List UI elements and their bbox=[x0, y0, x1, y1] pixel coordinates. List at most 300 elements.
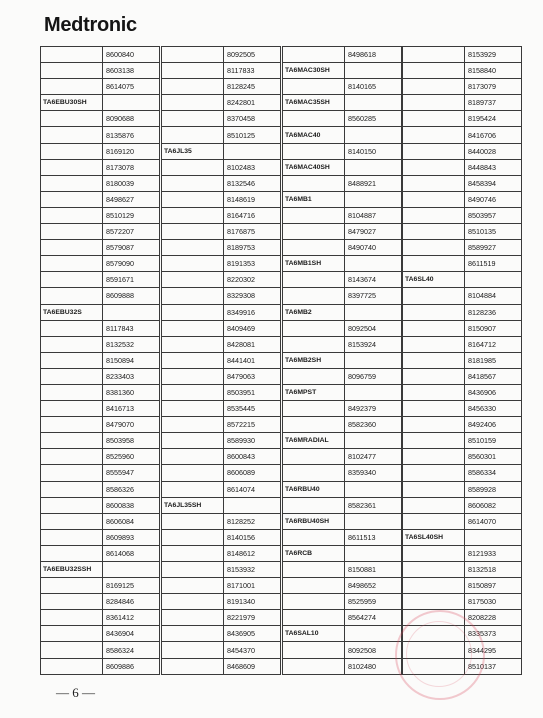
table-row bbox=[162, 594, 281, 610]
table-row bbox=[162, 433, 281, 449]
table-row bbox=[283, 465, 402, 481]
model-cell bbox=[162, 127, 224, 143]
model-cell bbox=[41, 481, 103, 497]
table-row bbox=[283, 336, 402, 352]
code-cell bbox=[345, 481, 402, 497]
table-row bbox=[283, 256, 402, 272]
code-cell: 8128245 bbox=[224, 79, 281, 95]
model-cell bbox=[41, 513, 103, 529]
model-cell bbox=[41, 288, 103, 304]
model-cell: TA6MAC40SH bbox=[283, 159, 345, 175]
table-row bbox=[283, 159, 402, 175]
model-cell bbox=[41, 175, 103, 191]
code-cell: 8344295 bbox=[465, 642, 522, 658]
code-cell: 8611513 bbox=[345, 529, 402, 545]
table-row bbox=[283, 401, 402, 417]
model-cell bbox=[403, 224, 465, 240]
model-cell bbox=[162, 449, 224, 465]
model-cell bbox=[41, 143, 103, 159]
model-cell bbox=[403, 288, 465, 304]
table-row bbox=[41, 95, 160, 111]
model-cell bbox=[162, 562, 224, 578]
code-cell: 8370458 bbox=[224, 111, 281, 127]
code-cell: 8416713 bbox=[103, 401, 160, 417]
code-cell: 8153932 bbox=[224, 562, 281, 578]
code-cell: 8503957 bbox=[465, 207, 522, 223]
code-cell bbox=[224, 497, 281, 513]
model-cell bbox=[283, 111, 345, 127]
table-row bbox=[283, 658, 402, 674]
table-row bbox=[41, 401, 160, 417]
table-row bbox=[403, 352, 522, 368]
table-row bbox=[41, 288, 160, 304]
code-cell: 8600838 bbox=[103, 497, 160, 513]
model-cell bbox=[403, 384, 465, 400]
table-row bbox=[162, 159, 281, 175]
table-row bbox=[162, 191, 281, 207]
code-cell: 8148619 bbox=[224, 191, 281, 207]
table-row bbox=[403, 240, 522, 256]
code-cell: 8284846 bbox=[103, 594, 160, 610]
model-cell bbox=[283, 79, 345, 95]
model-cell: TA6EBU32S bbox=[41, 304, 103, 320]
code-cell: 8582361 bbox=[345, 497, 402, 513]
column-table bbox=[161, 46, 281, 675]
model-cell bbox=[403, 63, 465, 79]
code-cell: 8591671 bbox=[103, 272, 160, 288]
model-cell bbox=[403, 47, 465, 63]
code-cell: 8158840 bbox=[465, 63, 522, 79]
code-cell: 8586326 bbox=[103, 481, 160, 497]
model-cell bbox=[162, 642, 224, 658]
code-cell: 8606082 bbox=[465, 497, 522, 513]
table-row bbox=[41, 529, 160, 545]
model-cell bbox=[403, 175, 465, 191]
code-cell: 8153924 bbox=[345, 336, 402, 352]
model-cell: TA6RCB bbox=[283, 545, 345, 561]
table-row bbox=[283, 384, 402, 400]
code-cell bbox=[103, 304, 160, 320]
seal-inner-ring bbox=[406, 621, 472, 687]
model-cell bbox=[162, 529, 224, 545]
model-cell bbox=[162, 626, 224, 642]
table-row bbox=[283, 497, 402, 513]
table-row bbox=[283, 224, 402, 240]
code-cell: 8090688 bbox=[103, 111, 160, 127]
code-cell bbox=[465, 272, 522, 288]
model-cell bbox=[162, 224, 224, 240]
model-cell bbox=[283, 240, 345, 256]
code-cell: 8490746 bbox=[465, 191, 522, 207]
code-cell: 8589928 bbox=[465, 481, 522, 497]
code-cell: 8600840 bbox=[103, 47, 160, 63]
code-cell: 8510125 bbox=[224, 127, 281, 143]
model-cell bbox=[162, 368, 224, 384]
table-row bbox=[283, 127, 402, 143]
code-cell: 8448843 bbox=[465, 159, 522, 175]
table-row bbox=[283, 111, 402, 127]
table-row bbox=[41, 562, 160, 578]
code-cell bbox=[103, 95, 160, 111]
model-cell bbox=[162, 594, 224, 610]
code-cell: 8428081 bbox=[224, 336, 281, 352]
table-row bbox=[283, 95, 402, 111]
table-row bbox=[403, 384, 522, 400]
table-row bbox=[403, 175, 522, 191]
table-row bbox=[403, 111, 522, 127]
table-row bbox=[403, 336, 522, 352]
model-cell bbox=[41, 272, 103, 288]
code-cell bbox=[345, 304, 402, 320]
code-cell: 8349916 bbox=[224, 304, 281, 320]
table-row bbox=[41, 642, 160, 658]
table-row bbox=[403, 79, 522, 95]
column-table bbox=[40, 46, 160, 675]
code-cell: 8614074 bbox=[224, 481, 281, 497]
code-cell: 8117833 bbox=[224, 63, 281, 79]
code-cell: 8132518 bbox=[465, 562, 522, 578]
model-cell bbox=[41, 465, 103, 481]
model-cell bbox=[403, 143, 465, 159]
model-cell bbox=[41, 207, 103, 223]
model-cell: TA6JL35 bbox=[162, 143, 224, 159]
code-cell: 8510129 bbox=[103, 207, 160, 223]
table-row bbox=[403, 481, 522, 497]
code-cell bbox=[345, 63, 402, 79]
code-cell: 8492406 bbox=[465, 417, 522, 433]
model-cell bbox=[41, 240, 103, 256]
model-cell bbox=[41, 352, 103, 368]
table-row bbox=[403, 401, 522, 417]
code-cell: 8132532 bbox=[103, 336, 160, 352]
table-row bbox=[283, 642, 402, 658]
table-row bbox=[283, 610, 402, 626]
code-cell: 8096759 bbox=[345, 368, 402, 384]
model-cell bbox=[41, 578, 103, 594]
table-row bbox=[403, 224, 522, 240]
official-seal-stamp bbox=[395, 610, 485, 700]
code-cell: 8589927 bbox=[465, 240, 522, 256]
code-cell: 8436905 bbox=[224, 626, 281, 642]
table-row bbox=[162, 79, 281, 95]
code-cell: 8233403 bbox=[103, 368, 160, 384]
model-cell: TA6MAC40 bbox=[283, 127, 345, 143]
model-cell bbox=[162, 481, 224, 497]
code-cell: 8603138 bbox=[103, 63, 160, 79]
table-row bbox=[41, 594, 160, 610]
model-cell bbox=[283, 272, 345, 288]
model-cell bbox=[403, 240, 465, 256]
table-row bbox=[283, 352, 402, 368]
code-cell: 8143674 bbox=[345, 272, 402, 288]
table-row bbox=[162, 304, 281, 320]
table-row bbox=[403, 449, 522, 465]
table-row bbox=[283, 626, 402, 642]
code-cell bbox=[345, 384, 402, 400]
code-cell: 8579087 bbox=[103, 240, 160, 256]
code-cell: 8503951 bbox=[224, 384, 281, 400]
code-cell: 8586324 bbox=[103, 642, 160, 658]
code-cell: 8128252 bbox=[224, 513, 281, 529]
table-row bbox=[162, 207, 281, 223]
table-row bbox=[162, 658, 281, 674]
code-cell: 8606089 bbox=[224, 465, 281, 481]
code-cell: 8175030 bbox=[465, 594, 522, 610]
part-number-table bbox=[40, 46, 508, 676]
model-cell bbox=[162, 417, 224, 433]
code-cell: 8102483 bbox=[224, 159, 281, 175]
code-cell: 8173079 bbox=[465, 79, 522, 95]
model-cell bbox=[41, 256, 103, 272]
table-row bbox=[283, 175, 402, 191]
table-row bbox=[283, 320, 402, 336]
model-cell bbox=[162, 658, 224, 674]
code-cell: 8609886 bbox=[103, 658, 160, 674]
table-row bbox=[403, 433, 522, 449]
model-cell: TA6EBU32SSH bbox=[41, 562, 103, 578]
code-cell: 8614068 bbox=[103, 545, 160, 561]
code-cell: 8488921 bbox=[345, 175, 402, 191]
model-cell bbox=[283, 497, 345, 513]
model-cell bbox=[162, 175, 224, 191]
table-row bbox=[162, 320, 281, 336]
table-row bbox=[283, 481, 402, 497]
table-row bbox=[162, 513, 281, 529]
code-cell: 8600843 bbox=[224, 449, 281, 465]
table-row bbox=[41, 481, 160, 497]
table-row bbox=[41, 578, 160, 594]
table-row bbox=[403, 288, 522, 304]
table-row bbox=[41, 47, 160, 63]
model-cell bbox=[41, 658, 103, 674]
model-cell bbox=[41, 47, 103, 63]
model-cell bbox=[41, 417, 103, 433]
table-row bbox=[162, 417, 281, 433]
table-row bbox=[41, 320, 160, 336]
code-cell: 8440028 bbox=[465, 143, 522, 159]
table-row bbox=[41, 417, 160, 433]
table-column-4 bbox=[402, 46, 508, 676]
code-cell: 8140156 bbox=[224, 529, 281, 545]
code-cell: 8409469 bbox=[224, 320, 281, 336]
table-row bbox=[283, 288, 402, 304]
model-cell bbox=[403, 159, 465, 175]
code-cell: 8140165 bbox=[345, 79, 402, 95]
table-column-3 bbox=[282, 46, 388, 676]
model-cell bbox=[162, 513, 224, 529]
model-cell bbox=[403, 191, 465, 207]
model-cell: TA6JL35SH bbox=[162, 497, 224, 513]
table-row bbox=[283, 578, 402, 594]
model-cell bbox=[403, 79, 465, 95]
table-row bbox=[403, 95, 522, 111]
model-cell bbox=[283, 578, 345, 594]
code-cell bbox=[345, 352, 402, 368]
code-cell bbox=[345, 159, 402, 175]
column-table bbox=[282, 46, 402, 675]
code-cell: 8208228 bbox=[465, 610, 522, 626]
model-cell bbox=[403, 368, 465, 384]
code-cell: 8135876 bbox=[103, 127, 160, 143]
table-column-1 bbox=[40, 46, 146, 676]
page-number: — 6 — bbox=[56, 685, 95, 700]
table-row bbox=[283, 513, 402, 529]
model-cell bbox=[283, 642, 345, 658]
table-row bbox=[162, 95, 281, 111]
code-cell: 8458394 bbox=[465, 175, 522, 191]
table-row bbox=[283, 143, 402, 159]
table-row bbox=[41, 465, 160, 481]
code-cell: 8180039 bbox=[103, 175, 160, 191]
model-cell: TA6RBU40SH bbox=[283, 513, 345, 529]
table-row bbox=[162, 336, 281, 352]
code-cell bbox=[103, 562, 160, 578]
model-cell bbox=[283, 336, 345, 352]
model-cell: TA6SAL10 bbox=[283, 626, 345, 642]
code-cell: 8164712 bbox=[465, 336, 522, 352]
table-row bbox=[403, 545, 522, 561]
model-cell bbox=[162, 304, 224, 320]
code-cell: 8150881 bbox=[345, 562, 402, 578]
table-row bbox=[162, 111, 281, 127]
code-cell: 8579090 bbox=[103, 256, 160, 272]
table-row bbox=[41, 224, 160, 240]
code-cell: 8510137 bbox=[465, 658, 522, 674]
model-cell bbox=[283, 47, 345, 63]
code-cell: 8169120 bbox=[103, 143, 160, 159]
model-cell bbox=[162, 610, 224, 626]
table-row bbox=[403, 320, 522, 336]
model-cell bbox=[41, 63, 103, 79]
table-row bbox=[162, 578, 281, 594]
table-row bbox=[41, 513, 160, 529]
model-cell bbox=[41, 224, 103, 240]
table-row bbox=[41, 368, 160, 384]
table-row bbox=[162, 497, 281, 513]
table-row bbox=[162, 272, 281, 288]
table-row bbox=[283, 207, 402, 223]
model-cell bbox=[162, 256, 224, 272]
model-cell bbox=[403, 449, 465, 465]
model-cell bbox=[283, 175, 345, 191]
table-row bbox=[283, 368, 402, 384]
code-cell: 8176875 bbox=[224, 224, 281, 240]
model-cell bbox=[283, 368, 345, 384]
code-cell: 8456330 bbox=[465, 401, 522, 417]
table-row bbox=[283, 63, 402, 79]
model-cell: TA6MRADIAL bbox=[283, 433, 345, 449]
table-column-2 bbox=[161, 46, 267, 676]
table-row bbox=[162, 175, 281, 191]
model-cell bbox=[403, 513, 465, 529]
code-cell: 8171001 bbox=[224, 578, 281, 594]
table-row bbox=[162, 465, 281, 481]
table-row bbox=[41, 336, 160, 352]
model-cell: TA6MAC30SH bbox=[283, 63, 345, 79]
model-cell: TA6MPST bbox=[283, 384, 345, 400]
code-cell: 8195424 bbox=[465, 111, 522, 127]
table-row bbox=[283, 433, 402, 449]
table-row bbox=[162, 143, 281, 159]
table-row bbox=[403, 207, 522, 223]
table-row bbox=[41, 610, 160, 626]
model-cell: TA6EBU30SH bbox=[41, 95, 103, 111]
code-cell bbox=[345, 513, 402, 529]
table-row bbox=[403, 47, 522, 63]
code-cell bbox=[345, 127, 402, 143]
model-cell bbox=[403, 127, 465, 143]
code-cell: 8102477 bbox=[345, 449, 402, 465]
model-cell bbox=[162, 401, 224, 417]
model-cell bbox=[162, 240, 224, 256]
table-row bbox=[162, 288, 281, 304]
table-row bbox=[41, 175, 160, 191]
model-cell bbox=[283, 465, 345, 481]
model-cell bbox=[162, 207, 224, 223]
table-row bbox=[41, 352, 160, 368]
code-cell: 8498627 bbox=[103, 191, 160, 207]
code-cell: 8191340 bbox=[224, 594, 281, 610]
model-cell bbox=[162, 320, 224, 336]
code-cell: 8572207 bbox=[103, 224, 160, 240]
code-cell: 8441401 bbox=[224, 352, 281, 368]
model-cell bbox=[41, 336, 103, 352]
model-cell bbox=[162, 95, 224, 111]
model-cell bbox=[41, 497, 103, 513]
table-row bbox=[403, 497, 522, 513]
model-cell bbox=[403, 497, 465, 513]
model-cell bbox=[283, 401, 345, 417]
table-row bbox=[403, 191, 522, 207]
model-cell bbox=[283, 320, 345, 336]
model-cell bbox=[283, 143, 345, 159]
table-row bbox=[162, 224, 281, 240]
code-cell: 8609893 bbox=[103, 529, 160, 545]
table-row bbox=[41, 658, 160, 674]
code-cell: 8560285 bbox=[345, 111, 402, 127]
table-row bbox=[162, 63, 281, 79]
table-row bbox=[403, 513, 522, 529]
code-cell: 8092508 bbox=[345, 642, 402, 658]
code-cell bbox=[345, 433, 402, 449]
model-cell bbox=[403, 352, 465, 368]
table-row bbox=[162, 642, 281, 658]
code-cell bbox=[465, 529, 522, 545]
table-row bbox=[41, 497, 160, 513]
code-cell: 8560301 bbox=[465, 449, 522, 465]
code-cell: 8418567 bbox=[465, 368, 522, 384]
code-cell: 8503958 bbox=[103, 433, 160, 449]
table-row bbox=[41, 127, 160, 143]
model-cell bbox=[162, 288, 224, 304]
model-cell bbox=[403, 401, 465, 417]
code-cell: 8220302 bbox=[224, 272, 281, 288]
table-row bbox=[283, 191, 402, 207]
model-cell bbox=[403, 256, 465, 272]
code-cell: 8102480 bbox=[345, 658, 402, 674]
table-row bbox=[403, 63, 522, 79]
table-row bbox=[162, 352, 281, 368]
code-cell: 8164716 bbox=[224, 207, 281, 223]
table-row bbox=[41, 449, 160, 465]
model-cell bbox=[403, 594, 465, 610]
code-cell: 8479027 bbox=[345, 224, 402, 240]
code-cell: 8555947 bbox=[103, 465, 160, 481]
code-cell: 8221979 bbox=[224, 610, 281, 626]
model-cell bbox=[41, 529, 103, 545]
model-cell bbox=[162, 336, 224, 352]
table-row bbox=[41, 256, 160, 272]
